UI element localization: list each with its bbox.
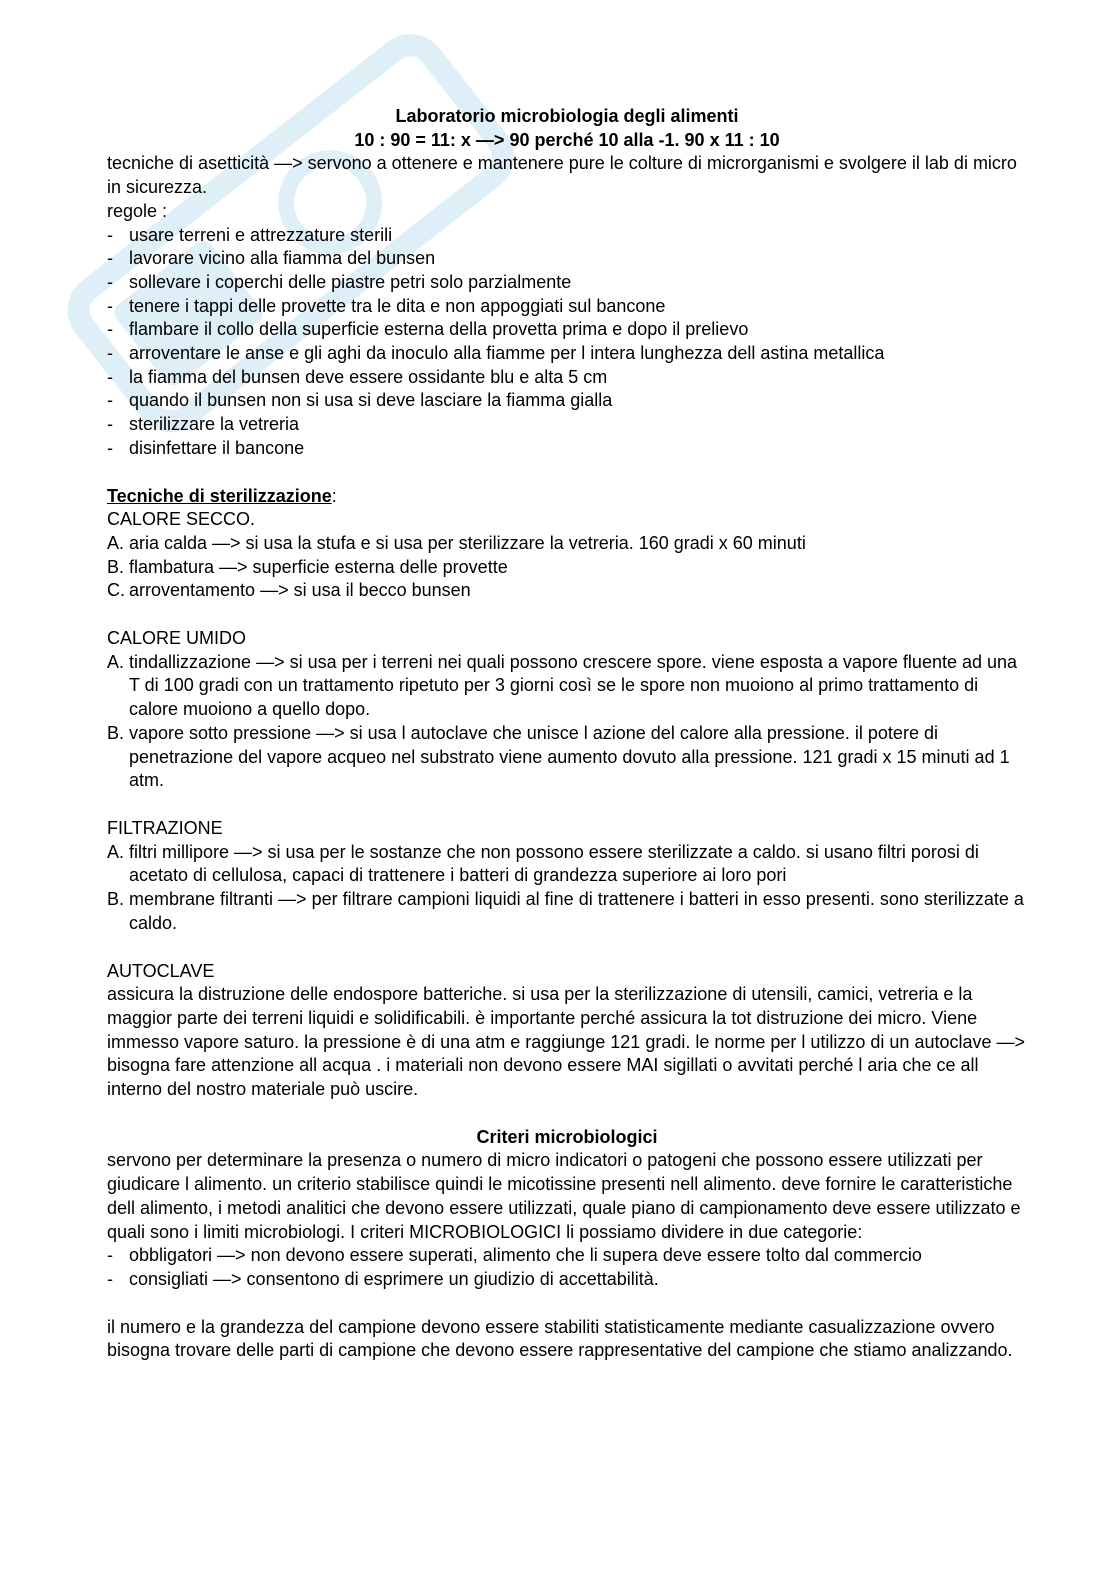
- list-item: - la fiamma del bunsen deve essere ossidante blu e alta 5 cm: [107, 366, 1027, 390]
- closing-paragraph: il numero e la grandezza del campione devono essere stabiliti statisticamente mediante casualizzazione ovvero bisogna trovare delle parti di campione che devono essere rappresentative del campione che stiamo analizzando.: [107, 1316, 1013, 1361]
- list-item: - tenere i tappi delle provette tra le dita e non appoggiati sul bancone: [107, 295, 1027, 319]
- rules-label: regole :: [107, 200, 168, 221]
- item-letter: A.: [107, 651, 125, 672]
- item-letter: B.: [107, 889, 125, 910]
- autoclave-paragraph: assicura la distruzione delle endospore batteriche. si usa per la sterilizzazione di utensili, camici, vetreria e la maggior parte dei terreni liquidi e solidificabili. è importante perché assicura la tot distruzione dei micro. Viene immesso vapore saturo. la pressione è di una atm e raggiunge 121 gradi. le norme per l utilizzo di un autoclave —> bisogna fare attenzione all acqua . i materiali non devono essere MAI sigillati o avvitati perché l aria che ce all interno del nostro materiale può uscire.: [107, 984, 1026, 1100]
- document-title: Laboratorio microbiologia degli alimenti: [395, 106, 739, 126]
- item-text: tindallizzazione —> si usa per i terreni nei quali possono crescere spore. viene esposta a vapore fluente ad una T di 100 gradi con un trattamento ripetuto per 3 giorni così se le spore non muoiono al primo trattamento di calore muoiono a quello dopo.: [129, 651, 1018, 720]
- item-letter: A.: [107, 841, 125, 862]
- item-letter: B.: [107, 722, 125, 743]
- list-item: [107, 532, 1027, 556]
- formula-line: 10 : 90 = 11: x —> 90 perché 10 alla -1. 90 x 11 : 10: [354, 129, 780, 150]
- item-text: arroventamento —> si usa il becco bunsen: [129, 580, 471, 601]
- sterilization-heading-text: Tecniche di sterilizzazione: [107, 485, 332, 506]
- moist-heat-title: CALORE UMIDO: [107, 628, 247, 649]
- item-text: vapore sotto pressione —> si usa l autoclave che unisce l azione del calore alla pressione. il potere di penetrazione del vapore acqueo nel substrato viene aumento dovuto alla pressione. 121 gradi x 15 minuti ad 1 atm.: [129, 722, 1010, 791]
- list-item: [107, 579, 1027, 603]
- document-page: [107, 105, 1027, 1363]
- list-item: [107, 556, 1027, 580]
- item-text: aria calda —> si usa la stufa e si usa per sterilizzare la vetreria. 160 gradi x 60 minuti: [129, 532, 806, 553]
- item-letter: B.: [107, 556, 125, 577]
- list-item: - usare terreni e attrezzature sterili: [107, 224, 1027, 248]
- list-item: - obbligatori —> non devono essere superati, alimento che li supera deve essere tolto dal commercio: [107, 1244, 1027, 1268]
- list-item: - flambare il collo della superficie esterna della provetta prima e dopo il prelievo: [107, 318, 1027, 342]
- item-text: flambatura —> superficie esterna delle provette: [129, 556, 508, 577]
- list-item: - sollevare i coperchi delle piastre petri solo parzialmente: [107, 271, 1027, 295]
- autoclave-title: AUTOCLAVE: [107, 960, 215, 981]
- item-text: filtri millipore —> si usa per le sostanze che non possono essere sterilizzate a caldo. si usano filtri porosi di acetato di cellulosa, capaci di trattenere i batteri di grandezza superiore ai loro pori: [129, 841, 979, 886]
- item-letter: A.: [107, 532, 125, 553]
- item-letter: C.: [107, 580, 125, 601]
- list-item: - disinfettare il bancone: [107, 437, 1027, 461]
- intro-paragraph: tecniche di asetticità —> servono a ottenere e mantenere pure le colture di microrganismi e svolgere il lab di micro in sicurezza.: [107, 153, 1017, 198]
- list-item: - sterilizzare la vetreria: [107, 413, 1027, 437]
- list-item: - lavorare vicino alla fiamma del bunsen: [107, 247, 1027, 271]
- sterilization-heading-colon: :: [331, 485, 337, 506]
- dry-heat-title: CALORE SECCO.: [107, 509, 256, 530]
- list-item: - quando il bunsen non si usa si deve lasciare la fiamma gialla: [107, 389, 1027, 413]
- list-item: - arroventare le anse e gli aghi da inoculo alla fiamme per l intera lunghezza dell astina metallica: [107, 342, 1027, 366]
- list-item: [107, 722, 1027, 793]
- item-text: membrane filtranti —> per filtrare campioni liquidi al fine di trattenere i batteri in esso presenti. sono sterilizzate a caldo.: [129, 889, 1024, 933]
- criteria-heading: Criteri microbiologici: [476, 1126, 658, 1147]
- list-item: [107, 651, 1027, 722]
- list-item: [107, 888, 1027, 935]
- criteria-paragraph: servono per determinare la presenza o numero di micro indicatori o patogeni che possono essere utilizzati per giudicare l alimento. un criterio stabilisce quindi le micotissine presenti nell alimento. deve fornire le caratteristiche dell alimento, i metodi analitici che devono essere utilizzati, quale piano di campionamento deve essere utilizzato e quali sono i limiti microbiologi. I criteri MICROBIOLOGICI li possiamo dividere in due categorie:: [107, 1150, 1021, 1242]
- rules-list: [107, 224, 1027, 461]
- sterilization-heading: [107, 485, 1027, 509]
- list-item: [107, 841, 1027, 888]
- list-item: - consigliati —> consentono di esprimere un giudizio di accettabilità.: [107, 1268, 1027, 1292]
- filtration-title: FILTRAZIONE: [107, 817, 223, 838]
